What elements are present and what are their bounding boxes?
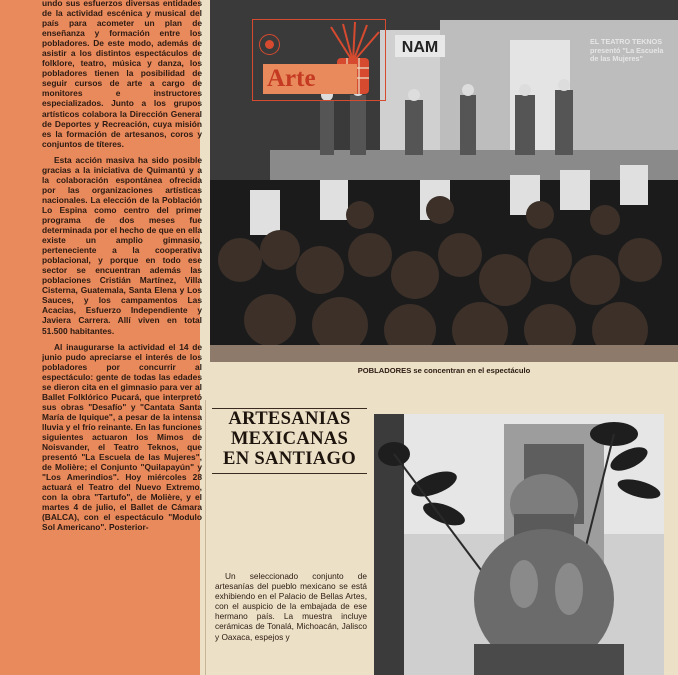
left-paragraph-1: undo sus esfuerzos diversas entidades de la actividad escénica y musical del país para acometer un plan de enseñanza y formación entre los pobladores. De este modo, además de asistir a los distintos espectáculos de folklore, teatro, música y danza, los pobladores tienen la posibilidad de seguir cursos de arte a cargo de monitores e instructores especializados. Junto a los grupos artísticos colabora la Dirección General de Deportes y Recreación, cuya misión es la formación de artesanos, coros y conjuntos de títeres. — [42, 0, 202, 149]
article-paragraph: Un seleccionado conjunto de artesanías del pueblo mexicano se está exhibiendo en el Palacio de Bellas Artes, con el auspicio de la embajada de ese hermano país. La muestra incluye cerámicas de Tonalá, Michoacán, Jalisco y Oaxaca, espejos y — [215, 571, 367, 642]
section-label-arte: Arte — [263, 64, 357, 94]
headline-line-2: MEXICANAS — [230, 428, 349, 449]
headline-line-3: EN SANTIAGO — [223, 448, 356, 469]
stage-sign-text: NAM — [401, 39, 439, 56]
left-paragraph-3: Al inaugurarse la actividad el 14 de junio pudo apreciarse el interés de los pobladores por concurrir al espectáculo: gente de todas las edades se dieron cita en el gimnasio para ver al Ballet Folklórico Pucará, que interpretó sus obras "Desafío" y "Cantata Santa María de Iquique", a pesar de la intensa lluvia y el frío reinante. En las funciones siguientes actuaron los Mimos de Noisvander, el Teatro Teknos, que presentó "La Escuela de las Mujeres", de Molière; el Conjunto "Quilapayún" y "Los Amerindios". Hoy miércoles 28 actuará el Teatro del Nuevo Extremo, con la obra "Tartufo", de Molière, y el martes 4 de julio, el Ballet de Cámara (BALCA), con el espectáculo "Modulo Sol Americano". Posterior- — [42, 341, 202, 533]
photo-inset-caption: EL TEATRO TEKNOS presentó "La Escuela de las Mujeres" — [590, 37, 664, 64]
left-paragraph-2: Esta acción masiva ha sido posible gracias a la iniciativa de Quimantú y a la colaboración espontánea ofrecida por las organizaciones artísticas nacionales. La elección de la Población Lo Espina como centro del primer programa de dos meses fue determinada por el hecho de que en ella existe un amplio gimnasio, perteneciente a la cooperativa poblacional, y porque en todo ese sector se encuentran además las poblaciones Cristián Martínez, Villa Cisterna, Guatemala, Santa Elena y Los Sauces, y los campamentos Las Acacias, Esfuerzo Independiente y Javiera Carrera. Allí viven en total 51.500 habitantes. — [42, 154, 202, 336]
headline-line-1: ARTESANIAS — [228, 408, 351, 429]
top-photo-caption: POBLADORES se concentran en el espectáculo — [357, 366, 531, 375]
crafts-photo — [374, 414, 664, 675]
article-headline — [212, 408, 367, 474]
article-body — [215, 571, 367, 675]
left-column-text — [42, 0, 202, 675]
column-divider — [205, 400, 206, 675]
arte-section-logo — [252, 19, 386, 101]
circle-emblem-icon — [259, 34, 280, 55]
